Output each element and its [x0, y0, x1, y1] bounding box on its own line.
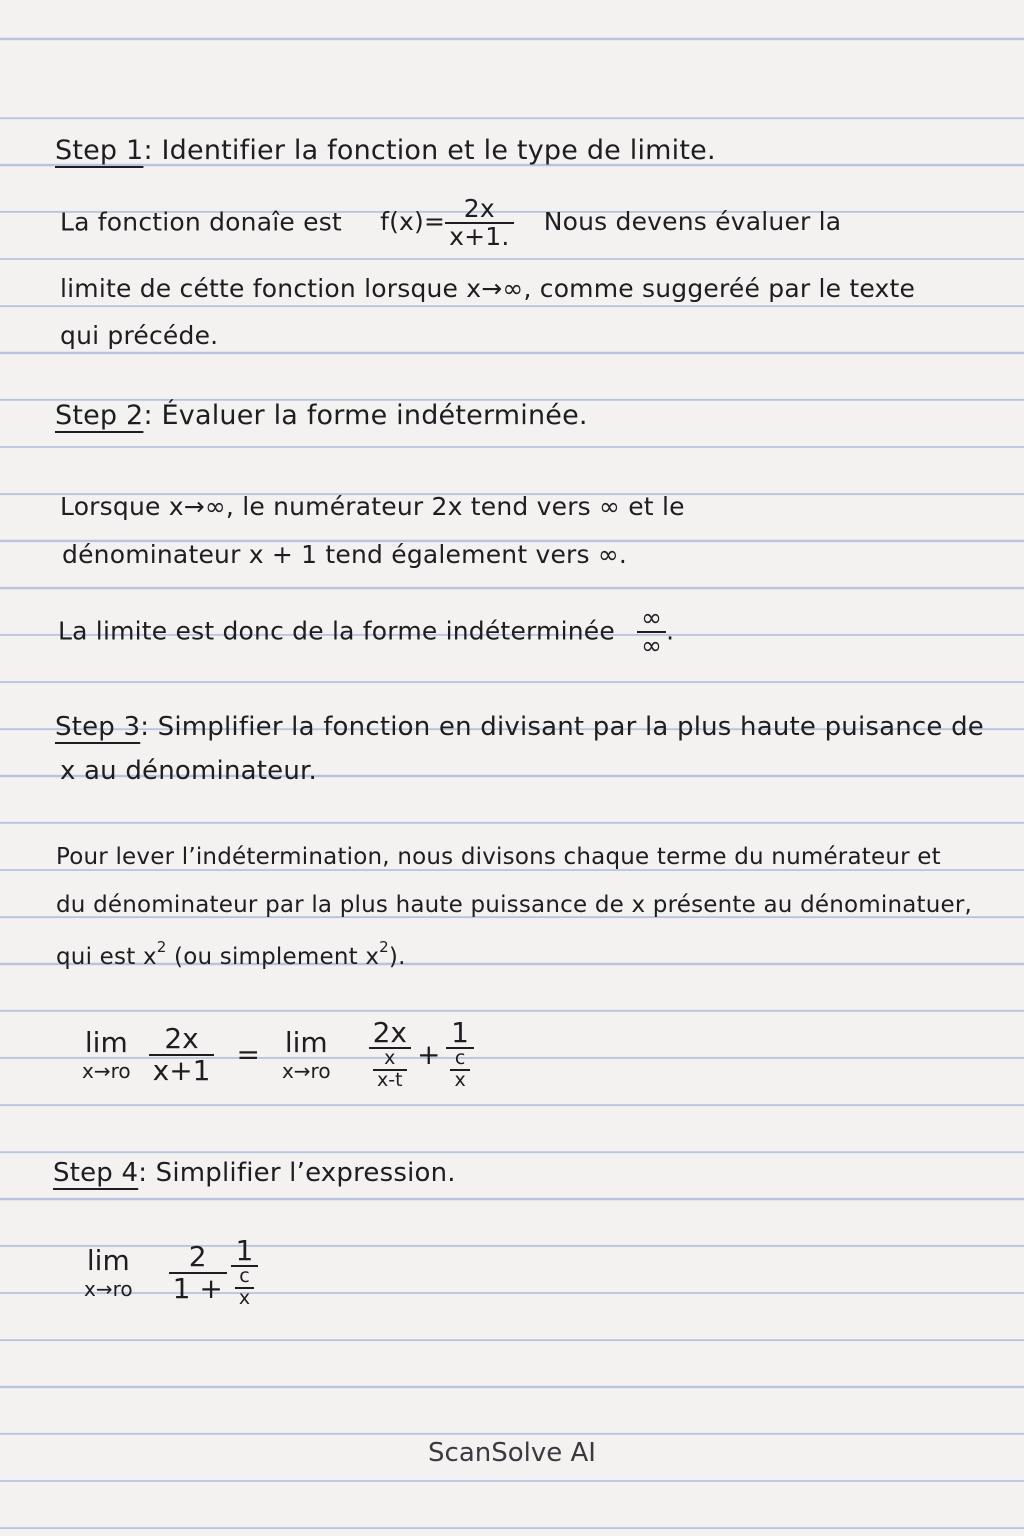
step-2-paragraph-line-3 — [58, 605, 674, 660]
text-fragment: qui est x — [56, 944, 157, 970]
lhs-fraction — [149, 1024, 215, 1085]
fraction-numerator: c — [454, 1047, 466, 1070]
equals-sign: = — [236, 1038, 260, 1072]
function-fraction — [445, 196, 513, 251]
limit-operator — [84, 1244, 133, 1302]
nested-fraction — [235, 1267, 254, 1309]
fraction-denominator: x+1 — [149, 1054, 215, 1085]
fraction-numerator: x — [384, 1047, 396, 1070]
fraction-numerator: 2 — [188, 1240, 207, 1274]
step-3-paragraph-line-2: du dénominateur par la plus haute puissance de x présente au dénominatuer, — [56, 892, 973, 918]
fraction-numerator: 2x — [463, 194, 495, 223]
step-2-paragraph-line-1: Lorsque x→∞, le numérateur 2x tend vers ∞ et le — [60, 492, 685, 521]
limit-subscript: x→ro — [82, 1059, 131, 1084]
fraction-denominator: x — [450, 1069, 469, 1091]
text-fragment: (ou simplement x — [166, 944, 380, 970]
step-2-label: Step 2 — [55, 400, 144, 431]
step-4-second-fraction — [231, 1236, 258, 1309]
text-fragment: . — [666, 616, 675, 646]
step-4-equation — [84, 1236, 258, 1309]
step-2-title: : Évaluer la forme indéterminée. — [143, 400, 588, 431]
text-fragment: La limite est donc de la forme indéterminée — [58, 616, 615, 646]
fraction-numerator: 1 — [451, 1016, 469, 1049]
limit-subscript: x→ro — [281, 1059, 331, 1084]
step-1-heading — [55, 135, 716, 166]
step-1-label: Step 1 — [55, 135, 144, 166]
fraction-denominator: x+1. — [445, 222, 513, 250]
limit-text: lim — [284, 1025, 328, 1059]
step-1-paragraph-line-1 — [60, 196, 841, 251]
fraction-numerator: 2x — [164, 1022, 199, 1056]
fraction-numerator: c — [239, 1265, 250, 1288]
step-3-equation — [82, 1018, 474, 1091]
step-4-fraction — [169, 1242, 227, 1303]
function-label: f(x)= — [380, 207, 446, 237]
superscript: 2 — [156, 938, 167, 956]
step-3-heading — [55, 712, 984, 742]
step-1-title: : Identifier la fonction et le type de limite. — [143, 135, 716, 166]
step-1-paragraph-line-3: qui précéde. — [60, 321, 219, 350]
step-3-label: Step 3 — [55, 712, 141, 742]
rhs-fraction — [369, 1018, 411, 1091]
plus-sign: + — [416, 1038, 441, 1072]
fraction-denominator: x — [235, 1287, 254, 1309]
step-4-title: : Simplifier l’expression. — [138, 1158, 456, 1188]
text-fragment: ). — [388, 944, 406, 970]
fraction-denominator — [446, 1047, 473, 1091]
step-4-label: Step 4 — [53, 1158, 139, 1188]
superscript: 2 — [379, 938, 389, 956]
fraction-denominator: 1 + — [169, 1272, 227, 1303]
fraction-numerator: ∞ — [641, 603, 663, 632]
nested-fraction — [373, 1049, 407, 1091]
limit-subscript: x→ro — [84, 1277, 133, 1302]
limit-operator — [282, 1026, 331, 1084]
step-3-heading-line-2: x au dénominateur. — [60, 756, 318, 786]
indeterminate-form-fraction — [637, 605, 666, 660]
fraction-denominator: x-t — [373, 1069, 407, 1091]
fraction-denominator — [231, 1265, 258, 1309]
text-fragment: La fonction donaîe est — [60, 207, 342, 237]
footer-brand: ScanSolve AI — [428, 1438, 596, 1468]
step-1-paragraph-line-2: limite de cétte fonction lorsque x→∞, comme suggeréé par le texte — [60, 274, 916, 303]
step-4-heading — [53, 1158, 456, 1188]
rhs-second-fraction — [446, 1018, 473, 1091]
limit-operator — [82, 1026, 131, 1084]
step-2-paragraph-line-2: dénominateur x + 1 tend également vers ∞. — [62, 540, 628, 569]
step-3-paragraph-line-1: Pour lever l’indétermination, nous divisons chaque terme du numérateur et — [56, 844, 941, 870]
step-3-paragraph-line-3 — [56, 938, 406, 970]
limit-text: lim — [84, 1025, 128, 1059]
step-2-heading — [55, 400, 588, 431]
fraction-numerator: 1 — [235, 1234, 254, 1267]
text-fragment: Nous devens évaluer la — [543, 207, 842, 237]
nested-fraction — [450, 1049, 469, 1091]
step-3-title: : Simplifier la fonction en divisant par la plus haute puisance de — [140, 712, 984, 742]
limit-text: lim — [86, 1243, 130, 1277]
fraction-denominator: ∞ — [637, 631, 666, 659]
fraction-denominator — [369, 1047, 411, 1091]
fraction-numerator: 2x — [372, 1016, 407, 1049]
